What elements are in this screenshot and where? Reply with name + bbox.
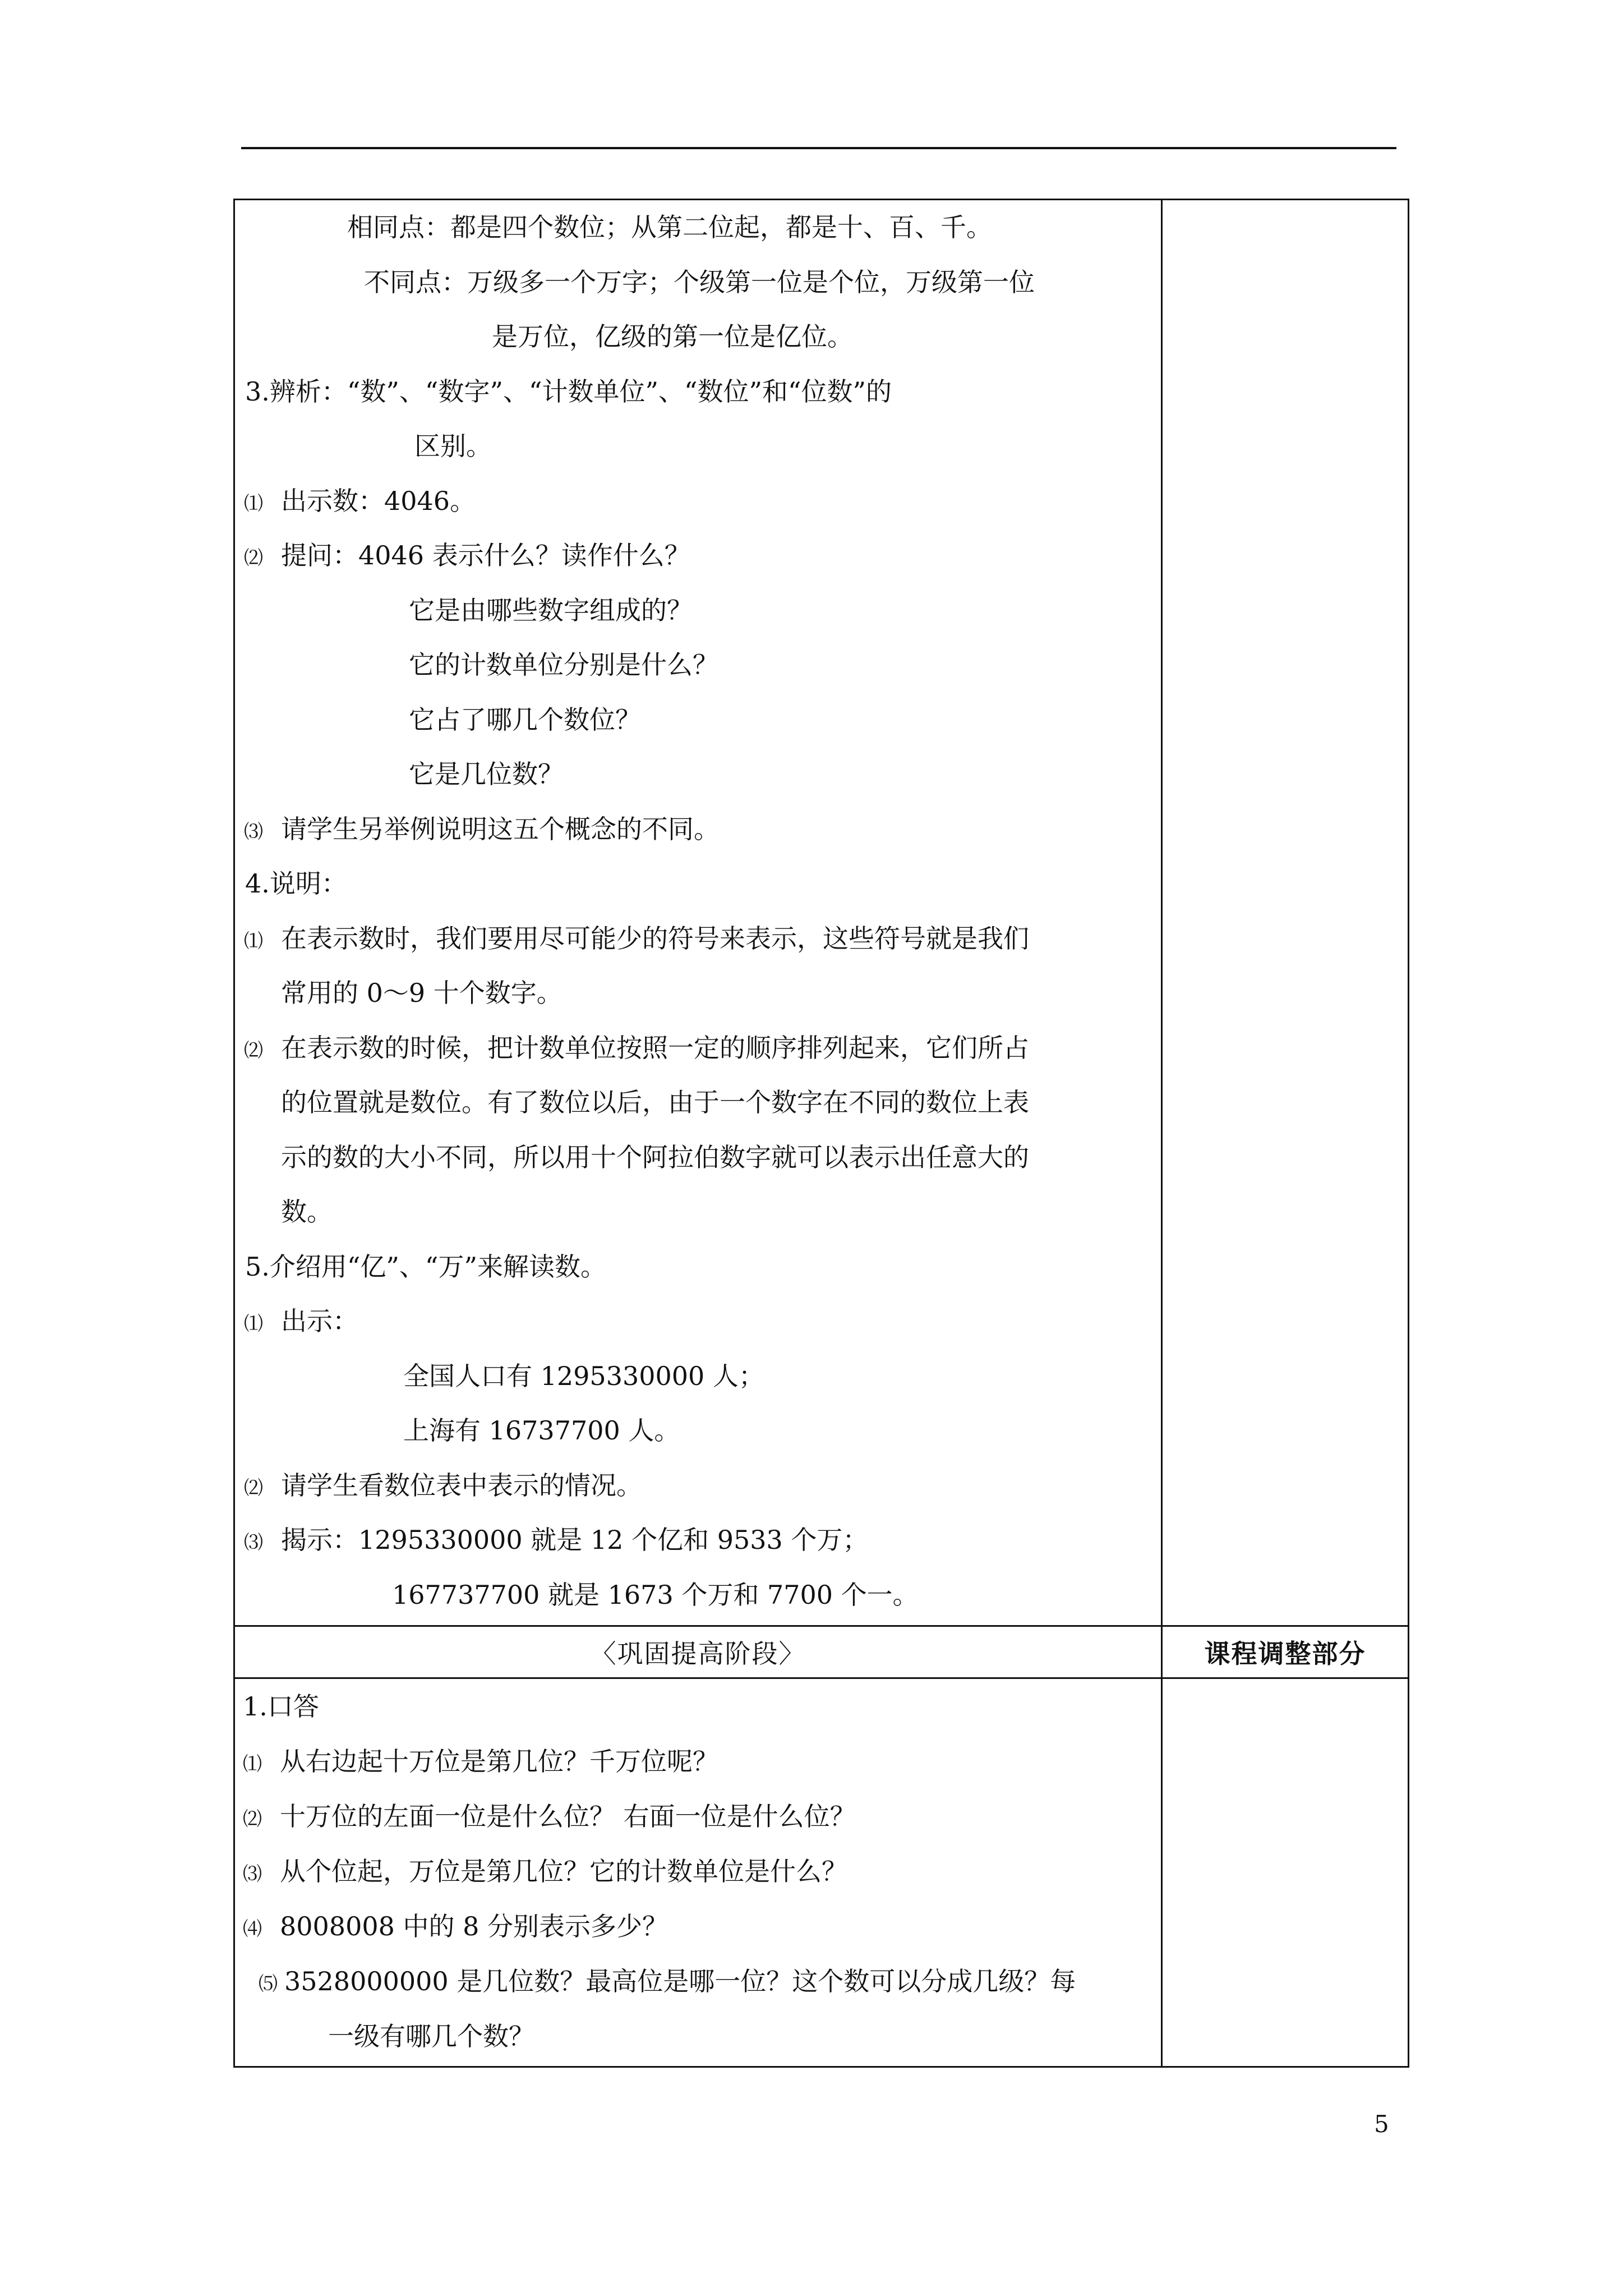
example-line: 上海有 16737700 人。	[403, 1415, 680, 1446]
page-number: 5	[1374, 2110, 1389, 2138]
stage-header-row	[234, 1626, 1409, 1678]
list-item	[235, 528, 1161, 583]
section-3-heading: 3.辨析：“数”、“数字”、“计数单位”、“数位”和“位数”的	[245, 376, 892, 407]
item-text-cont: 167737700 就是 1673 个万和 7700 个一。	[392, 1579, 919, 1610]
item-text: 请学生看数位表中表示的情况。	[281, 1470, 642, 1501]
item-text-cont: 常用的 0～9 十个数字。	[281, 978, 562, 1008]
item-text-cont: 数。	[281, 1197, 333, 1227]
list-item	[235, 912, 1161, 967]
stage-title: 〈巩固提高阶段〉	[590, 1639, 806, 1669]
list-item	[235, 1458, 1161, 1513]
exercise-heading: 1.口答	[243, 1691, 319, 1722]
section-4-heading: 4.说明：	[245, 868, 347, 899]
list-item	[235, 1734, 1161, 1789]
item-number: ⑸	[259, 1973, 278, 1995]
content-row	[234, 200, 1409, 1626]
question-line: 它是由哪些数字组成的？	[409, 595, 693, 625]
item-text: 揭示：1295330000 就是 12 个亿和 9533 个万；	[281, 1525, 869, 1555]
item-number: ⑴	[244, 930, 263, 953]
lesson-table	[233, 199, 1409, 2068]
header-rule	[241, 147, 1396, 149]
list-item	[235, 1513, 1161, 1568]
item-text: 出示数：4046。	[281, 485, 476, 516]
item-text: 出示：	[281, 1306, 358, 1336]
item-number: ⑶	[244, 820, 263, 843]
item-text: 3528000000 是几位数？最高位是哪一位？这个数可以分成几级？每	[284, 1966, 1076, 1996]
item-text: 8008008 中的 8 分别表示多少？	[280, 1911, 668, 1941]
item-number: ⑵	[244, 547, 263, 569]
adjust-title: 课程调整部分	[1204, 1639, 1366, 1669]
item-number: ⑵	[244, 1039, 263, 1062]
difference-line-cont: 是万位，亿级的第一位是亿位。	[492, 321, 853, 352]
item-text: 在表示数的时候，把计数单位按照一定的顺序排列起来，它们所占	[281, 1032, 1029, 1063]
item-number: ⑷	[243, 1918, 262, 1940]
list-item	[235, 1899, 1161, 1954]
question-line: 它占了哪几个数位？	[409, 704, 641, 735]
adjustment-cell	[1162, 200, 1409, 1626]
similarity-line: 相同点：都是四个数位；从第二位起，都是十、百、千。	[347, 212, 992, 242]
item-number: ⑴	[243, 1753, 262, 1775]
section-3-heading-cont: 区别。	[414, 431, 492, 461]
list-item	[235, 1954, 1161, 2009]
list-item	[235, 474, 1161, 529]
exercise-adjust-cell	[1162, 1678, 1409, 2067]
question-line: 它的计数单位分别是什么？	[409, 650, 718, 680]
item-text: 在表示数时，我们要用尽可能少的符号来表示，这些符号就是我们	[281, 923, 1029, 954]
item-text: 十万位的左面一位是什么位？ 右面一位是什么位？	[280, 1801, 856, 1832]
item-number: ⑶	[243, 1863, 262, 1885]
stage-title-cell	[234, 1626, 1162, 1678]
item-text-cont: 示的数的大小不同，所以用十个阿拉伯数字就可以表示出任意大的	[281, 1142, 1029, 1172]
item-text: 提问：4046 表示什么？读作什么？	[281, 540, 690, 570]
item-text-cont: 的位置就是数位。有了数位以后，由于一个数字在不同的数位上表	[281, 1087, 1029, 1117]
item-number: ⑴	[244, 492, 263, 515]
item-text: 从个位起，万位是第几位？它的计数单位是什么？	[280, 1856, 847, 1887]
list-item	[235, 1294, 1161, 1349]
list-item	[235, 1844, 1161, 1899]
item-text: 从右边起十万位是第几位？千万位呢？	[280, 1746, 718, 1777]
example-line: 全国人口有 1295330000 人；	[403, 1360, 764, 1391]
question-line: 它是几位数？	[409, 759, 564, 789]
adjust-title-cell	[1162, 1626, 1409, 1678]
section-5-heading: 5.介绍用“亿”、“万”来解读数。	[245, 1251, 606, 1282]
list-item	[235, 1021, 1161, 1076]
item-number: ⑵	[243, 1808, 262, 1830]
item-number: ⑴	[244, 1313, 263, 1335]
exercise-cell	[234, 1678, 1162, 2067]
exercise-row	[234, 1678, 1409, 2067]
content-cell	[234, 200, 1162, 1626]
item-number: ⑶	[244, 1531, 263, 1554]
list-item	[235, 1789, 1161, 1844]
difference-line: 不同点：万级多一个万字；个级第一位是个位，万级第一位	[364, 266, 1035, 297]
item-number: ⑵	[244, 1476, 263, 1499]
item-text-cont: 一级有哪几个数？	[328, 2021, 534, 2051]
list-item	[235, 802, 1161, 857]
item-text: 请学生另举例说明这五个概念的不同。	[281, 813, 720, 844]
